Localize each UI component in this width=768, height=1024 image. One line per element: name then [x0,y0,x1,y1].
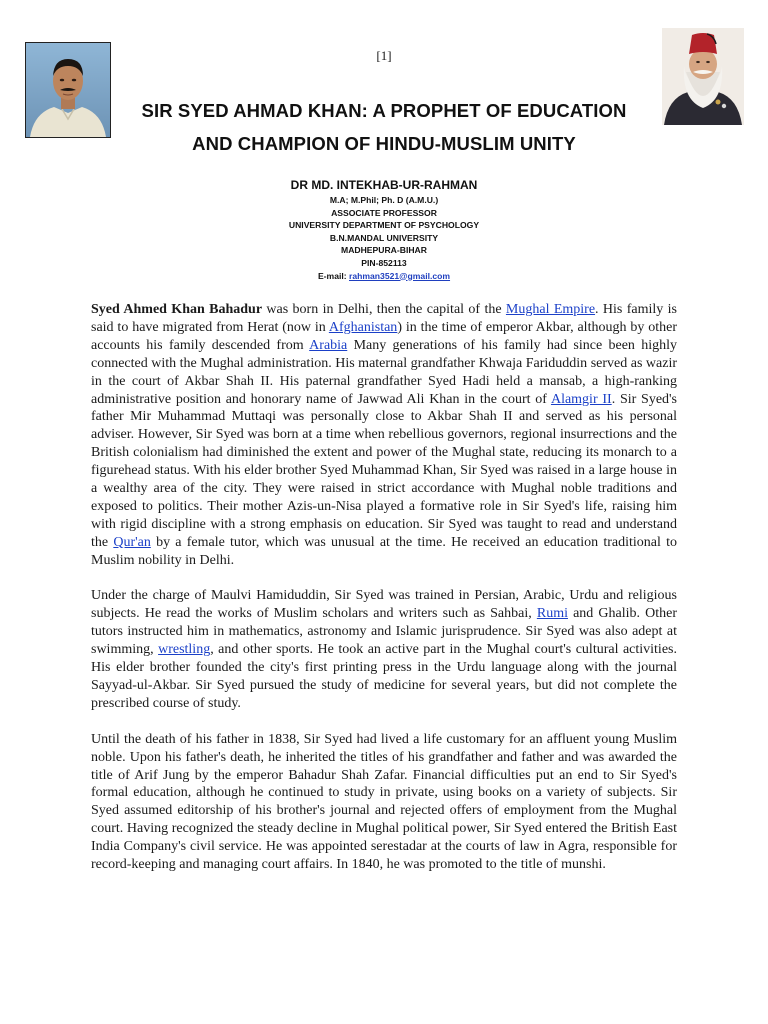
author-university: B.N.MANDAL UNIVERSITY [329,232,439,243]
paragraph-1-text-6: by a female tutor, which was unusual at the time. He received an education traditional to Muslim nobility in Delhi. [91,534,677,568]
author-photo [25,42,111,138]
paragraph-1-text-1: was born in Delhi, then the capital of the [262,302,506,317]
sir-syed-portrait-illustration [662,28,744,125]
article-body [91,301,677,892]
author-name: DR MD. INTEKHAB-UR-RAHMAN [290,178,478,192]
author-position: ASSOCIATE PROFESSOR [331,207,437,218]
paragraph-3 [91,731,677,874]
paragraph-2 [91,587,677,712]
paragraph-1-text-5: . Sir Syed's father Mir Muhammad Muttaqi was personally close to Akbar Shah II and served as his personal adviser. However, Sir Syed was born at a time when rebellious governors, regional insurrections and the British colonialism had diminished the extent and power of the Mughal state, reducing its monarch to a figurehead status. With his elder brother Syed Muhammad Khan, Sir Syed was raised in a large house in a wealthy area of the city. They were raised in strict accordance with Mughal noble traditions and exposed to politics. Their mother Azis-un-Nisa played a formative role in Sir Syed's life, raising him with rigid discipline with a strong emphasis on education. Sir Syed was taught to read and understand the [91,391,678,550]
paragraph-1 [91,301,677,570]
paragraph-2-text-1: Under the charge of Maulvi Hamiduddin, Sir Syed was trained in Persian, Arabic, Urdu and religious subjects. He read the works of Muslim scholars and writers such as Sahbai, [91,588,677,622]
author-degrees: M.A; M.Phil; Ph. D (A.M.U.) [329,195,439,205]
paragraph-2-text-2: and Ghalib. Other tutors instructed him in mathematics, astronomy and Islamic jurisprudence. Sir Syed was also adept at swimming, [91,606,677,658]
paragraph-2-text-3: , and other sports. He took an active part in the Mughal court's cultural activities. His elder brother founded the city's first printing press in the Urdu language along with the journal Sayyad-ul-Akbar. Sir Syed pursued the study of medicine for several years, but did not complete the prescribed course of study. [91,642,677,711]
link-afghanistan[interactable]: Afghanistan [328,319,398,335]
author-pin: PIN-852113 [361,257,407,268]
author-email-label: E-mail: [317,270,347,281]
page-title-line-1: SIR SYED AHMAD KHAN: A PROPHET OF EDUCATION [141,100,627,121]
link-mughal-empire[interactable]: Mughal Empire [505,302,596,317]
lead-bold-name: Syed Ahmed Khan Bahadur [91,302,263,317]
page-title-line-2: AND CHAMPION OF HINDU-MUSLIM UNITY [192,133,576,154]
author-department: UNIVERSITY DEPARTMENT OF PSYCHOLOGY [288,220,480,231]
author-photo-illustration [26,43,110,137]
link-wrestling[interactable]: wrestling [158,642,211,658]
paragraph-3-text-1: Until the death of his father in 1838, Sir Syed had lived a life customary for an affluent young Muslim noble. Upon his father's death, he inherited the titles of his grandfather and father and was awarded the title of Arif Jung by the emperor Bahadur Shah Zafar. Financial difficulties put an end to Sir Syed's formal education, although he continued to study in private, using books on a variety of subjects. Sir Syed assumed editorship of his brother's journal and rejected offers of employment from the Mughal court. Having recognized the steady decline in Mughal political power, Sir Syed entered the British East India Company's civil service. He was appointed serestadar at the courts of law in Agra, responsible for record-keeping and managing court affairs. In 1840, he was promoted to the title of munshi. [91,731,677,873]
paragraph-1-text-2: . His family is said to have migrated from Herat (now in [91,302,677,335]
link-alamgir-ii[interactable]: Alamgir II [550,391,612,407]
link-rumi[interactable]: Rumi [536,606,568,622]
link-arabia[interactable]: Arabia [309,337,348,353]
author-email-link[interactable]: rahman3521@gmail.com [349,270,451,281]
sir-syed-portrait [662,28,744,125]
link-quran[interactable]: Qur'an [113,534,151,550]
author-email-line [0,270,768,283]
page-number: [1] [376,48,392,63]
paragraph-1-text-4: Many generations of his family had since been highly connected with the Mughal administration. His maternal grandfather Khwaja Fariduddin served as wazir in the court of Akbar Shah II. His paternal grandfather Syed Hadi held a mansab, a high-ranking administrative position and honorary name of Jawwad Ali Khan in the court of [91,337,677,407]
author-city: MADHEPURA-BIHAR [341,245,427,256]
paragraph-1-text-3: ) in the time of emperor Akbar, although by other accounts his family descended from [91,319,677,353]
author-block [0,178,768,282]
